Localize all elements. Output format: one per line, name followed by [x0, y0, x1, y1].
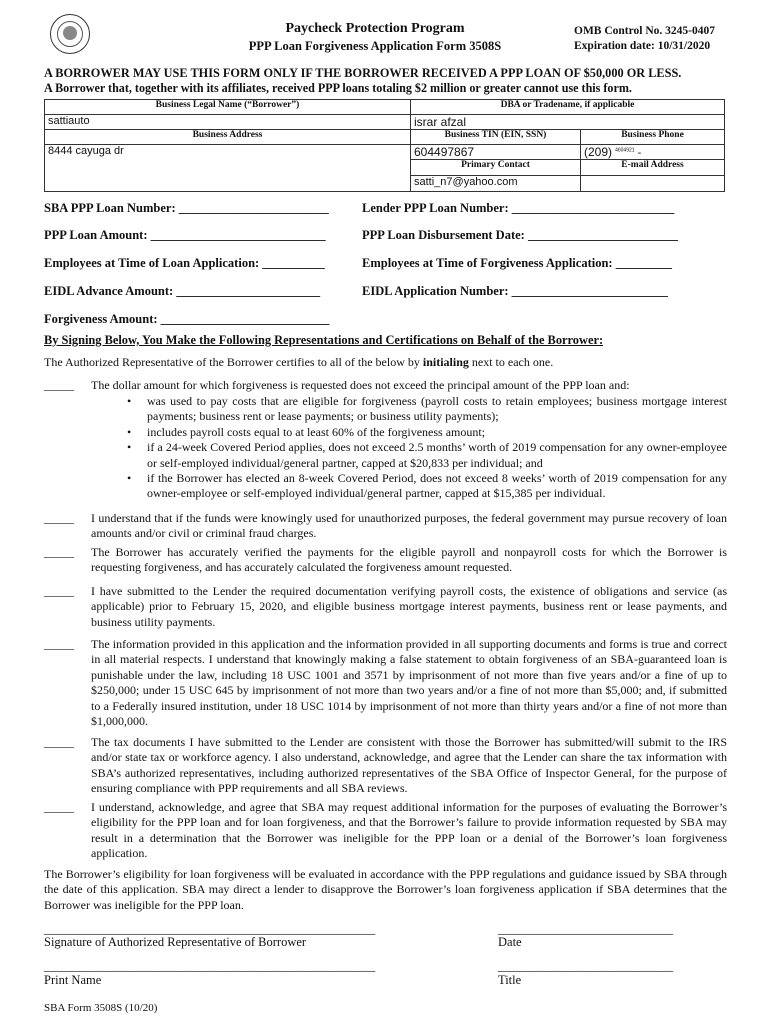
eligibility-notice: A BORROWER MAY USE THIS FORM ONLY IF THE BORROWER RECEIVED A PPP LOAN OF $50,000 OR LESS.: [44, 66, 682, 80]
initial-blank-2[interactable]: _____: [44, 511, 74, 525]
affiliate-notice: A Borrower that, together with its affiliates, received PPP loans totaling $2 million or greater cannot use this form.: [44, 81, 632, 95]
signature-line[interactable]: _____________________________________________________: [44, 922, 376, 936]
initial-blank-6[interactable]: _____: [44, 735, 74, 749]
closing-statement: The Borrower’s eligibility for loan forgiveness will be evaluated in accordance with the PPP regulations and guidance issued by SBA through the date of this application. SBA may direct a lender to disapprove the Borrower’s loan forgiveness application if SBA determines that the Borrower was ineligible for the PPP loan.: [44, 867, 727, 912]
initial-blank-4[interactable]: _____: [44, 584, 74, 598]
bullet-item: • if a 24-week Covered Period applies, does not exceed 2.5 months’ worth of 2019 compensation for any owner-employee or self-employed individual/general partner, capped at $20,833 per individual; and: [147, 440, 727, 471]
certification-item-1: The dollar amount for which forgiveness is requested does not exceed the principal amount of the PPP loan and:: [91, 378, 630, 392]
print-name-line[interactable]: _____________________________________________________: [44, 959, 376, 973]
form-footer: SBA Form 3508S (10/20): [44, 1002, 158, 1014]
certification-item-4: I have submitted to the Lender the required documentation verifying payroll costs, the existence of obligations and service (as applicable) prior to February 15, 2020, and eligible business mortgage interest payments, business rent or lease payments, and business utility payments.: [91, 584, 727, 629]
phone-number: 4604921: [615, 147, 635, 154]
form-title: Paycheck Protection Program: [285, 21, 465, 36]
primary-contact-label: Primary Contact: [411, 160, 581, 175]
email-field[interactable]: [581, 175, 725, 191]
title-label: Title: [498, 973, 522, 987]
certification-item-2: I understand that if the funds were knowingly used for unauthorized purposes, the federal government may pursue recovery of loan amounts and/or civil or criminal fraud charges.: [91, 511, 727, 541]
legal-name-label: Business Legal Name (“Borrower”): [45, 100, 411, 115]
loan-amount-field[interactable]: PPP Loan Amount: ____________________________: [44, 228, 326, 242]
certification-heading: By Signing Below, You Make the Following Representations and Certifications on Behalf of the Borrower:: [44, 333, 604, 347]
forgiveness-amount-field[interactable]: Forgiveness Amount: ___________________________: [44, 312, 330, 326]
certification-item-5: The information provided in this application and the information provided in all supporting documents and forms is true and correct in all material respects. I understand that knowingly making a false statement to obtain forgiveness of an SBA-guaranteed loan is punishable under the law, including 18 USC 1001 and 3571 by imprisonment of not more than five years and/or a fine of up to $250,000; under 15 USC 645 by imprisonment of not more than two years and/or a fine of not more than $5,000; and, if submitted to a Federally insured institution, under 18 USC 1014 by imprisonment of not more than thirty years and/or a fine of not more than $1,000,000.: [91, 637, 727, 729]
address-field[interactable]: 8444 cayuga dr: [45, 145, 411, 192]
certification-bullets: [147, 394, 727, 502]
date-label: Date: [498, 935, 522, 949]
phone-area-code: 209: [588, 145, 609, 159]
legal-name-field[interactable]: sattiauto: [45, 115, 411, 130]
print-name-label: Print Name: [44, 973, 102, 987]
lender-loan-number-field[interactable]: Lender PPP Loan Number: __________________________: [362, 201, 675, 215]
initial-blank-1[interactable]: _____: [44, 378, 74, 392]
tin-field[interactable]: 604497867: [411, 145, 581, 160]
certification-intro: The Authorized Representative of the Borrower certifies to all of the below by initialing next to each one.: [44, 355, 554, 369]
bullet-item: • was used to pay costs that are eligible for forgiveness (payroll costs to retain employees; business mortgage interest payments; business rent or lease payments; or business utility payments);: [147, 394, 727, 425]
bullet-item: • includes payroll costs equal to at least 60% of the forgiveness amount;: [147, 425, 727, 440]
expiration-date: Expiration date: 10/31/2020: [574, 40, 711, 52]
address-label: Business Address: [45, 130, 411, 145]
sba-loan-number-field[interactable]: SBA PPP Loan Number: ________________________: [44, 201, 329, 215]
dba-field[interactable]: israr afzal: [411, 115, 725, 130]
omb-control-number: OMB Control No. 3245-0407: [574, 25, 715, 37]
email-label: E-mail Address: [581, 160, 725, 175]
date-line[interactable]: ____________________________: [498, 922, 673, 936]
employees-forgiveness-field[interactable]: Employees at Time of Forgiveness Application: _________: [362, 256, 672, 270]
phone-label: Business Phone: [581, 130, 725, 145]
dba-label: DBA or Tradename, if applicable: [411, 100, 725, 115]
employees-application-field[interactable]: Employees at Time of Loan Application: __________: [44, 256, 325, 270]
signature-label: Signature of Authorized Representative of Borrower: [44, 935, 307, 949]
primary-contact-field[interactable]: satti_n7@yahoo.com: [411, 175, 581, 191]
certification-item-3: The Borrower has accurately verified the payments for the eligible payroll and nonpayroll costs for which the Borrower is requesting forgiveness, and has accurately calculated the forgiveness amount requested.: [91, 545, 727, 575]
bullet-item: • if the Borrower has elected an 8-week Covered Period, does not exceed 8 weeks’ worth of 2019 compensation for any owner-employee or self-employed individual/general partner, capped at $15,385 per individual.: [147, 471, 727, 502]
form-subtitle: PPP Loan Forgiveness Application Form 3508S: [248, 39, 502, 53]
initial-blank-5[interactable]: _____: [44, 637, 74, 651]
initial-blank-3[interactable]: _____: [44, 545, 74, 559]
certification-item-6: The tax documents I have submitted to the Lender are consistent with those the Borrower has submitted/will submit to the IRS and/or state tax or workforce agency. I also understand, acknowledge, and agree that the Lender can share the tax information with SBA’s authorized representatives, including authorized representatives of the SBA Office of Inspector General, for the purpose of ensuring compliance with PPP requirements and all SBA reviews.: [91, 735, 727, 796]
certification-item-7: I understand, acknowledge, and agree that SBA may request additional information for the purposes of evaluating the Borrower’s eligibility for the PPP loan and for loan forgiveness, and that the Borrower’s failure to provide information requested by SBA may result in a determination that the Borrower was ineligible for the PPP loan or a denial of the Borrower’s loan forgiveness application.: [91, 800, 727, 861]
borrower-info-table: [44, 99, 725, 192]
eidl-advance-field[interactable]: EIDL Advance Amount: _______________________: [44, 284, 321, 298]
eidl-number-field[interactable]: EIDL Application Number: _________________________: [362, 284, 668, 298]
tin-label: Business TIN (EIN, SSN): [411, 130, 581, 145]
title-line[interactable]: ____________________________: [498, 959, 673, 973]
sba-seal-icon: [50, 14, 90, 54]
initial-blank-7[interactable]: _____: [44, 800, 74, 814]
phone-field[interactable]: (209) $^{4604921}$ -: [581, 145, 725, 160]
disbursement-date-field[interactable]: PPP Loan Disbursement Date: ________________________: [362, 228, 678, 242]
